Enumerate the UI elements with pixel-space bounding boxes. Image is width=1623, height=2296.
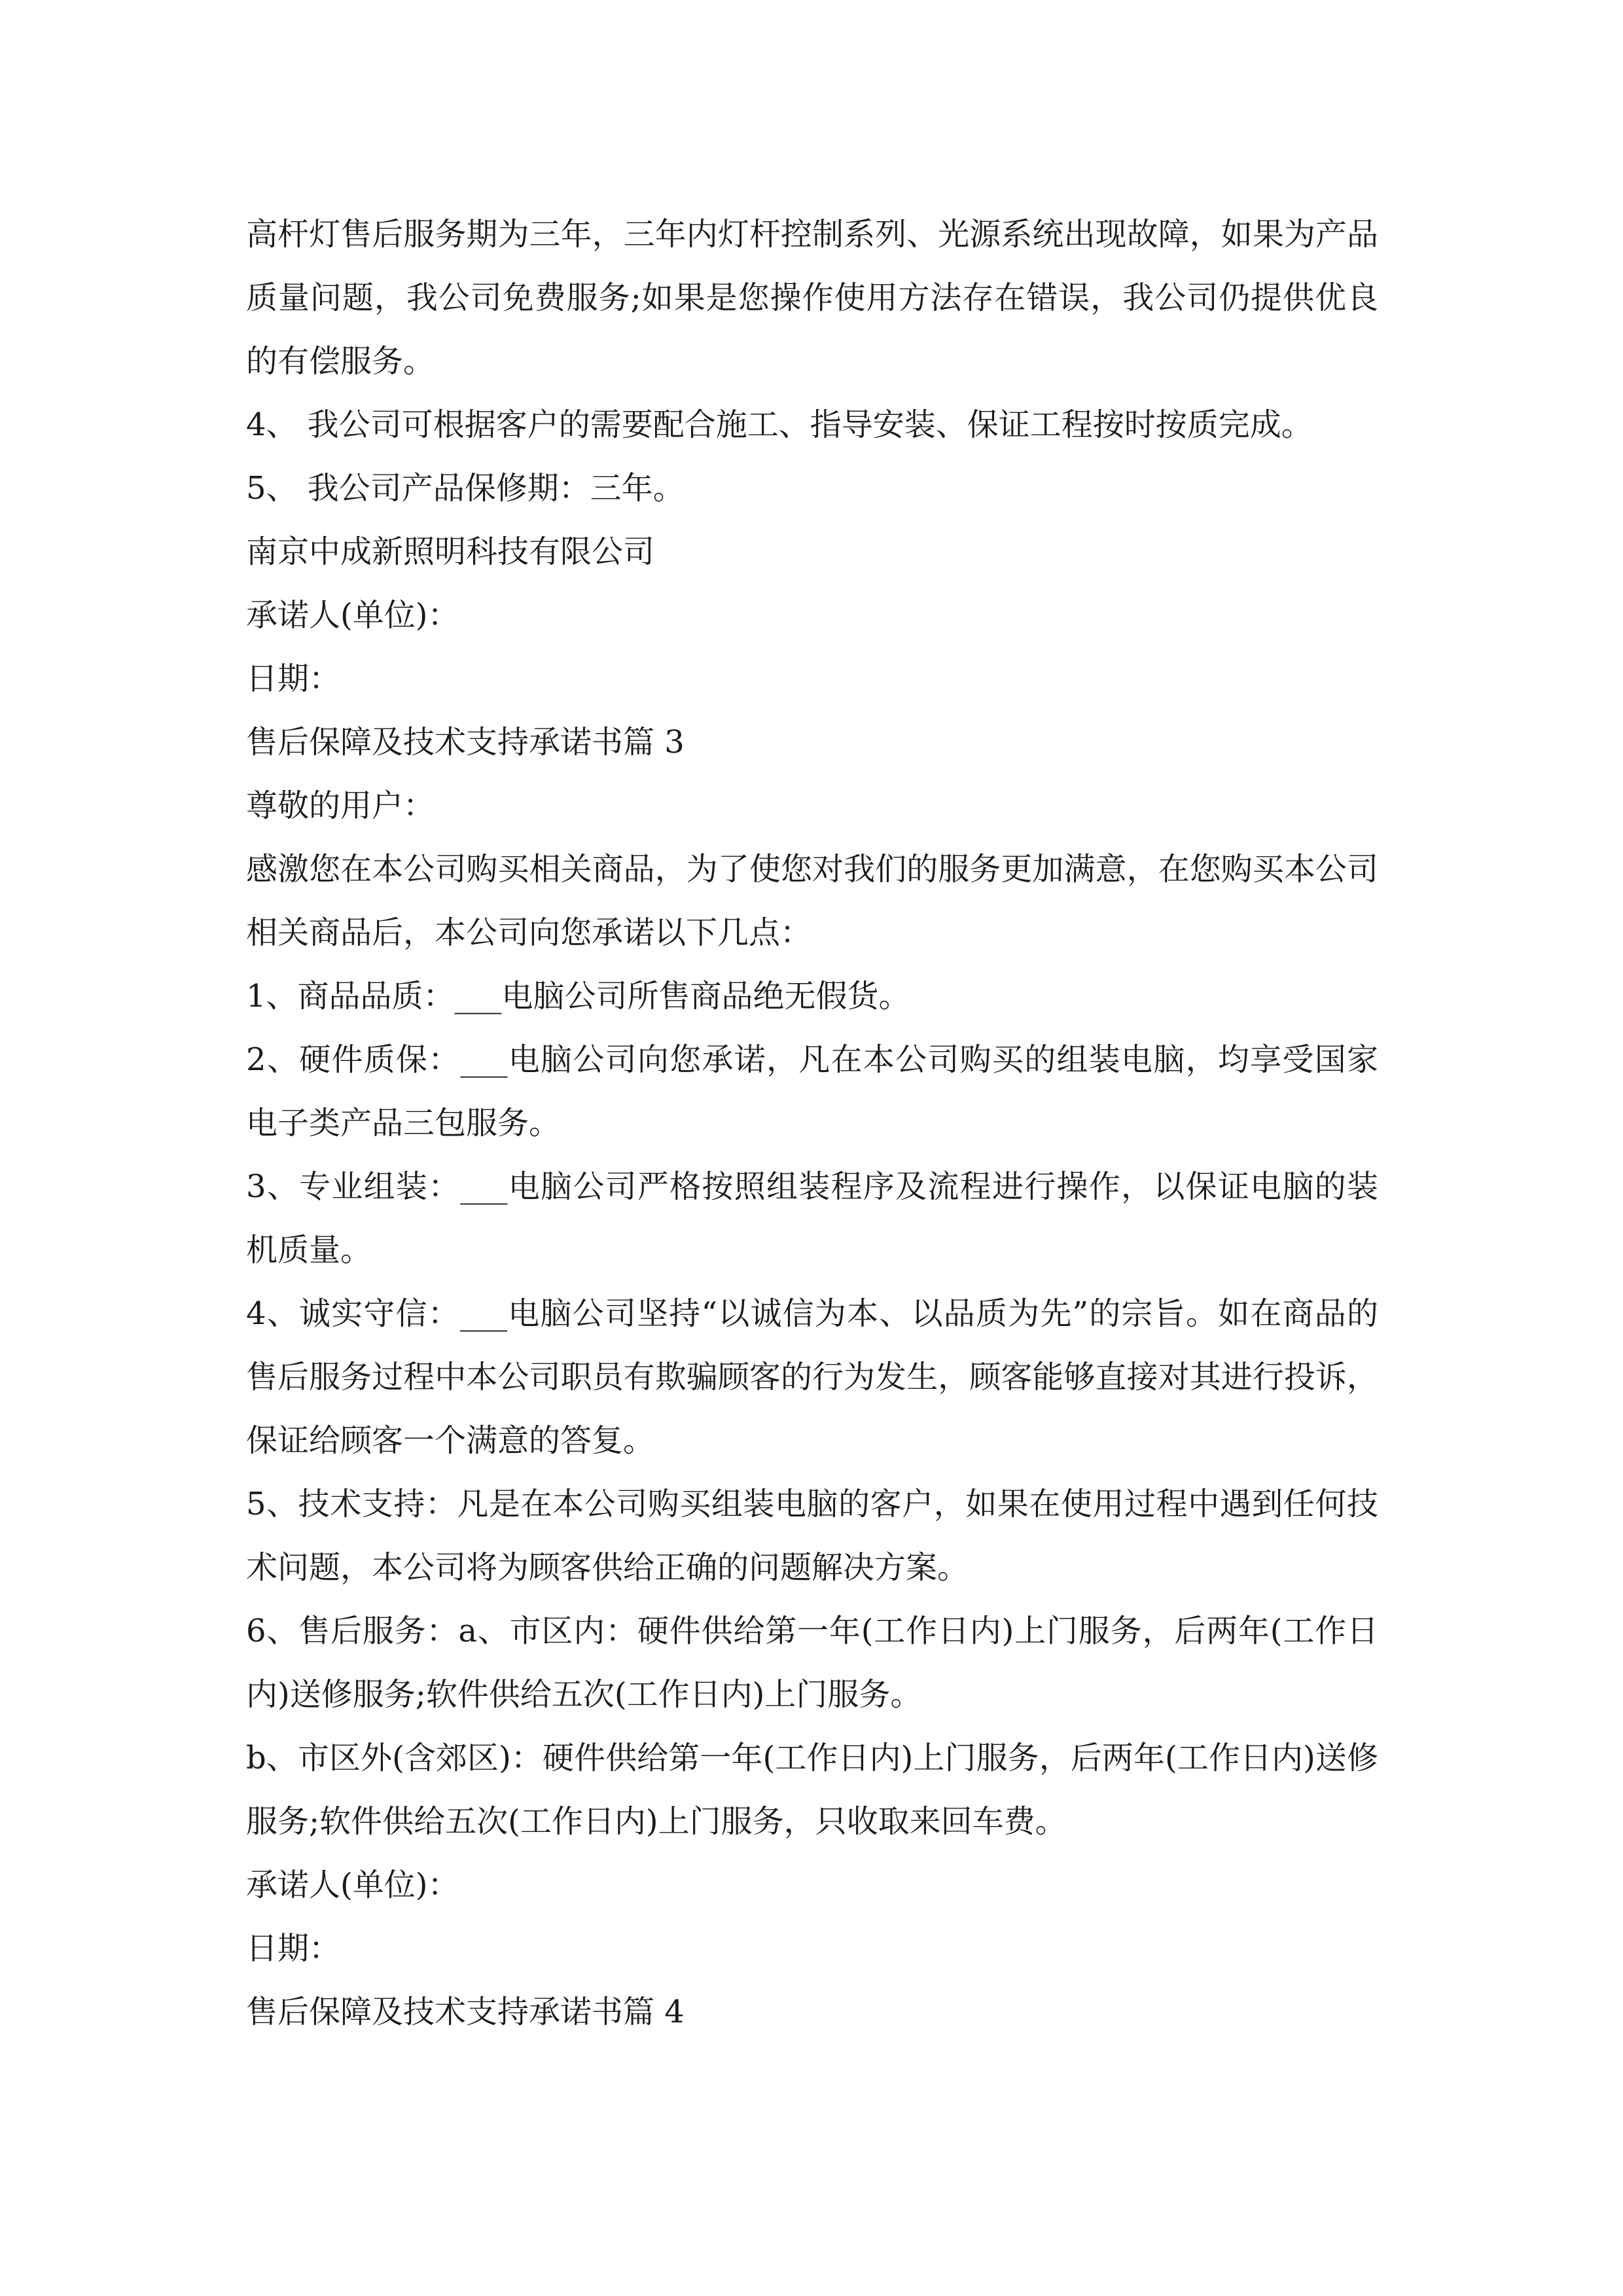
list-item-assembly: 3、专业组装：___电脑公司严格按照组装程序及流程进行操作，以保证电脑的装机质量。 bbox=[246, 1168, 1378, 1268]
promisor-label-2: 承诺人(单位)： bbox=[246, 1867, 459, 1903]
paragraph-item-5-warranty-period: 5、 我公司产品保修期：三年。 bbox=[246, 470, 685, 507]
company-name: 南京中成新照明科技有限公司 bbox=[246, 533, 655, 570]
promisor-label: 承诺人(单位)： bbox=[246, 597, 459, 634]
salutation: 尊敬的用户： bbox=[246, 787, 435, 824]
list-item-tech-support: 5、技术支持：凡是在本公司购买组装电脑的客户，如果在使用过程中遇到任何技术问题，本公司将为顾客供给正确的问题解决方案。 bbox=[246, 1486, 1378, 1586]
section-heading-4: 售后保障及技术支持承诺书篇 4 bbox=[246, 1994, 685, 2030]
paragraph-warranty-streetlight: 高杆灯售后服务期为三年，三年内灯杆控制系列、光源系统出现故障，如果为产品质量问题，我公司免费服务;如果是您操作使用方法存在错误，我公司仍提供优良的有偿服务。 bbox=[246, 216, 1378, 380]
list-item-hardware-warranty: 2、硬件质保：___电脑公司向您承诺，凡在本公司购买的组装电脑，均享受国家电子类产品三包服务。 bbox=[246, 1041, 1378, 1141]
paragraph-intro: 感激您在本公司购买相关商品，为了使您对我们的服务更加满意，在您购买本公司相关商品后，本公司向您承诺以下几点： bbox=[246, 851, 1378, 951]
list-item-product-quality: 1、商品品质：___电脑公司所售商品绝无假货。 bbox=[246, 978, 910, 1014]
document-body bbox=[246, 203, 1378, 2044]
section-heading-3: 售后保障及技术支持承诺书篇 3 bbox=[246, 724, 685, 761]
list-item-after-sales-urban: 6、售后服务：a、市区内：硬件供给第一年(工作日内)上门服务，后两年(工作日内)送修服务;软件供给五次(工作日内)上门服务。 bbox=[246, 1613, 1378, 1713]
date-label: 日期： bbox=[246, 660, 341, 697]
list-item-after-sales-suburban: b、市区外(含郊区)：硬件供给第一年(工作日内)上门服务，后两年(工作日内)送修服务;软件供给五次(工作日内)上门服务，只收取来回车费。 bbox=[246, 1740, 1378, 1840]
list-item-integrity: 4、诚实守信：___电脑公司坚持“以诚信为本、以品质为先”的宗旨。如在商品的售后服务过程中本公司职员有欺骗顾客的行为发生，顾客能够直接对其进行投诉，保证给顾客一个满意的答复。 bbox=[246, 1295, 1378, 1459]
paragraph-item-4-construction: 4、 我公司可根据客户的需要配合施工、指导安装、保证工程按时按质完成。 bbox=[246, 406, 1313, 443]
date-label-2: 日期： bbox=[246, 1930, 341, 1967]
